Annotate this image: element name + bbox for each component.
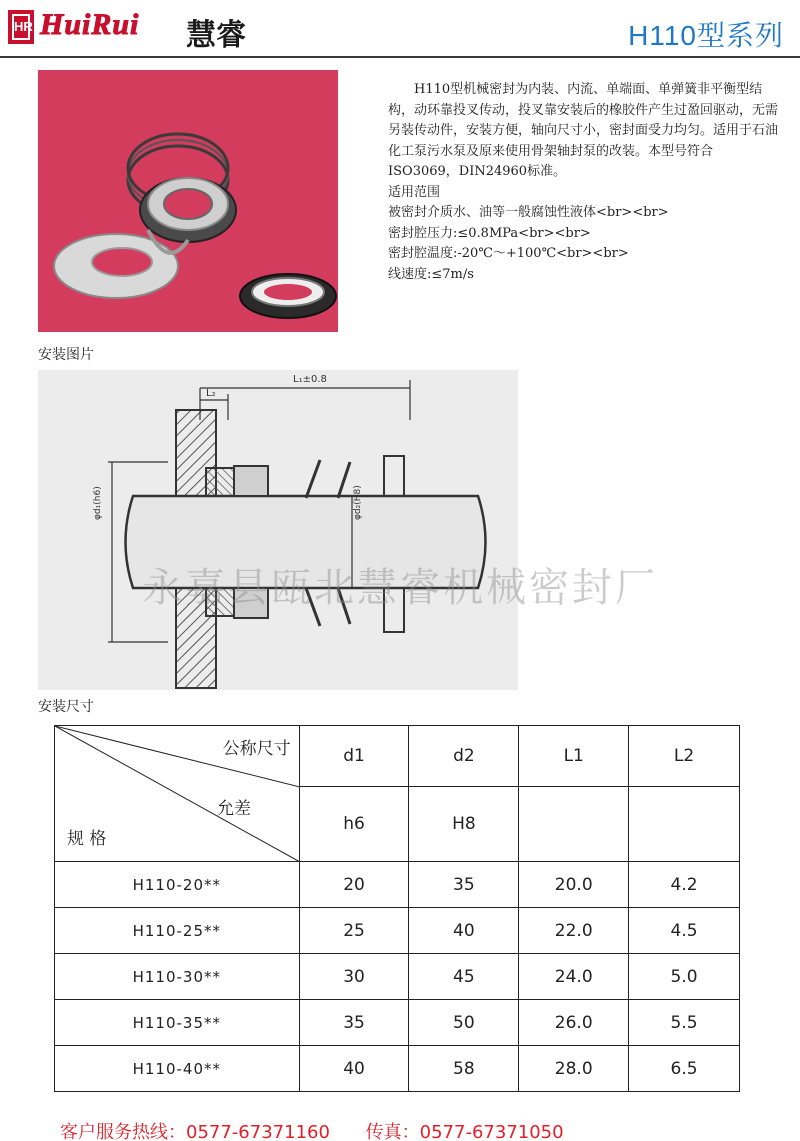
spec-temperature: 密封腔温度:-20℃～+100℃<br><br> bbox=[388, 246, 629, 261]
table-row bbox=[55, 1000, 740, 1046]
dim-d1: φd₁(h6) bbox=[93, 486, 103, 520]
col-header-l2: L2 bbox=[629, 726, 740, 787]
row-l2: 6.5 bbox=[629, 1046, 740, 1092]
row-spec: H110-20** bbox=[55, 862, 300, 908]
logo-icon bbox=[8, 10, 34, 44]
row-d2: 35 bbox=[409, 862, 519, 908]
brand-name-cn: 慧睿 bbox=[186, 18, 246, 53]
row-d2: 40 bbox=[409, 908, 519, 954]
header-spec: 规 格 bbox=[67, 829, 107, 849]
row-d2: 58 bbox=[409, 1046, 519, 1092]
table-row bbox=[55, 954, 740, 1000]
row-l2: 5.0 bbox=[629, 954, 740, 1000]
row-d2: 45 bbox=[409, 954, 519, 1000]
col-header-l1: L1 bbox=[519, 726, 629, 787]
tolerance-l2 bbox=[629, 787, 740, 862]
row-spec: H110-30** bbox=[55, 954, 300, 1000]
row-d1: 40 bbox=[299, 1046, 409, 1092]
row-spec: H110-25** bbox=[55, 908, 300, 954]
product-description bbox=[388, 80, 778, 285]
dim-d2: φd₂(H8) bbox=[353, 485, 363, 520]
installation-drawing bbox=[38, 370, 518, 690]
spec-speed: 线速度:≤7m/s bbox=[388, 266, 474, 282]
tolerance-d1: h6 bbox=[299, 787, 409, 862]
header-tolerance: 允差 bbox=[217, 799, 251, 819]
logo-mark: HR bbox=[12, 14, 30, 40]
dim-l1: L₁±0.8 bbox=[293, 374, 327, 385]
row-d1: 20 bbox=[299, 862, 409, 908]
fax-number: 传真：0577-67371050 bbox=[365, 1122, 564, 1141]
row-l2: 5.5 bbox=[629, 1000, 740, 1046]
install-photo-label: 安装图片 bbox=[38, 347, 94, 363]
tolerance-l1 bbox=[519, 787, 629, 862]
header-divider bbox=[0, 56, 800, 58]
spec-pressure: 密封腔压力:≤0.8MPa<br><br> bbox=[388, 225, 591, 241]
description-paragraph: H110型机械密封为内装、内流、单端面、单弹簧非平衡型结构，动环靠投叉传动，投叉靠安装后的橡胶件产生过盈回驱动，无需另装传动件，安装方便，轴向尺寸小，密封面受力均匀。适用于石油化工泵污水泵及原来使用骨架轴封泵的改装。本型号符合ISO3069，DIN24960标准。 bbox=[388, 82, 779, 179]
brand-name-en: HuiRui bbox=[40, 8, 140, 41]
row-l1: 22.0 bbox=[519, 908, 629, 954]
col-header-d1: d1 bbox=[299, 726, 409, 787]
table-row bbox=[55, 1046, 740, 1092]
row-d1: 35 bbox=[299, 1000, 409, 1046]
header-nominal-size: 公称尺寸 bbox=[222, 739, 291, 759]
table-row bbox=[55, 908, 740, 954]
row-l1: 26.0 bbox=[519, 1000, 629, 1046]
row-spec: H110-40** bbox=[55, 1046, 300, 1092]
contact-footer bbox=[60, 1118, 594, 1141]
install-size-label: 安装尺寸 bbox=[38, 699, 94, 715]
product-photo bbox=[38, 70, 338, 332]
seal-parts-illustration bbox=[38, 70, 338, 332]
row-l2: 4.5 bbox=[629, 908, 740, 954]
scope-title: 适用范围 bbox=[388, 184, 441, 200]
dim-l2: L₂ bbox=[206, 388, 216, 399]
seal-cross-section bbox=[38, 370, 518, 690]
row-l1: 24.0 bbox=[519, 954, 629, 1000]
row-l1: 20.0 bbox=[519, 862, 629, 908]
table-row bbox=[55, 862, 740, 908]
page-header bbox=[0, 0, 800, 58]
tolerance-d2: H8 bbox=[409, 787, 519, 862]
dimension-table bbox=[54, 725, 740, 1092]
row-d2: 50 bbox=[409, 1000, 519, 1046]
series-title: H110型系列 bbox=[628, 20, 784, 51]
row-l2: 4.2 bbox=[629, 862, 740, 908]
row-spec: H110-35** bbox=[55, 1000, 300, 1046]
row-d1: 30 bbox=[299, 954, 409, 1000]
watermark: 永嘉县瓯北慧睿机械密封厂 bbox=[142, 565, 658, 611]
row-l1: 28.0 bbox=[519, 1046, 629, 1092]
row-d1: 25 bbox=[299, 908, 409, 954]
service-hotline: 客户服务热线：0577-67371160 bbox=[60, 1122, 330, 1141]
table-corner-header bbox=[55, 726, 300, 862]
col-header-d2: d2 bbox=[409, 726, 519, 787]
spec-medium: 被密封介质水、油等一般腐蚀性液体<br><br> bbox=[388, 205, 669, 220]
